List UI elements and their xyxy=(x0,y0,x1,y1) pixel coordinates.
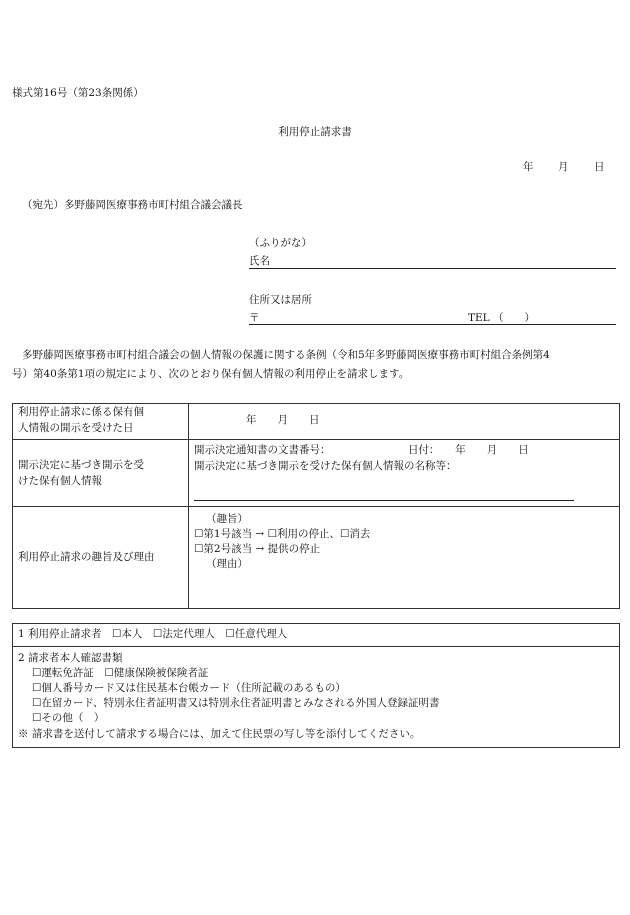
intro-line-1: 多野藤岡医療事務市町村組合議会の個人情報の保護に関する条例（令和5年多野藤岡医療事務市町村組合条例第4 xyxy=(22,349,550,361)
date-month: 月 xyxy=(558,161,569,173)
reason-label: （理由） xyxy=(206,558,248,570)
table-row-separator xyxy=(12,506,620,507)
address-field[interactable] xyxy=(249,324,616,325)
furigana-label: （ふりがな） xyxy=(249,237,312,249)
table-row-separator xyxy=(12,439,620,440)
disclosure-date-field[interactable]: 年 月 日 xyxy=(246,414,320,426)
row1-label-line1: 利用停止請求に係る保有個 xyxy=(18,406,144,418)
name-label: 氏名 xyxy=(249,255,270,267)
form-number: 様式第16号（第23条関係） xyxy=(12,87,144,99)
purpose-option-1[interactable]: ☐第1号該当 → ☐利用の停止、☐消去 xyxy=(194,528,371,540)
address-label: 住所又は居所 xyxy=(249,294,312,306)
requester-line[interactable]: 1 利用停止請求者 ☐本人 ☐法定代理人 ☐任意代理人 xyxy=(18,628,288,640)
row1-label-line2: 人情報の開示を受けた日 xyxy=(18,422,134,434)
id-docs-title: 2 請求者本人確認書類 xyxy=(18,652,123,664)
doc-number-label: 開示決定通知書の文書番号： xyxy=(194,444,331,456)
id-doc-option-1[interactable]: ☐運転免許証 ☐健康保険被保険者証 xyxy=(32,667,209,679)
row2-label-line1: 開示決定に基づき開示を受 xyxy=(18,459,144,471)
addressee: （宛先）多野藤岡医療事務市町村組合議会議長 xyxy=(22,199,243,211)
page-title: 利用停止請求書 xyxy=(278,126,352,138)
postal-mark: 〒 xyxy=(249,312,260,324)
row2-label-line2: けた保有個人情報 xyxy=(18,475,102,487)
info-name-label: 開示決定に基づき開示を受けた保有個人情報の名称等： xyxy=(194,460,457,472)
id-doc-option-3[interactable]: ☐在留カード、特別永住者証明書又は特別永住者証明書とみなされる外国人登録証明書 xyxy=(32,697,440,709)
notice-date-label: 日付： 年 月 日 xyxy=(408,444,529,456)
id-doc-option-2[interactable]: ☐個人番号カード又は住民基本台帳カード（住所記載のあるもの） xyxy=(32,682,346,694)
box-separator xyxy=(12,646,620,647)
row3-label: 利用停止請求の趣旨及び理由 xyxy=(18,551,155,563)
purpose-label: （趣旨） xyxy=(206,513,248,525)
intro-line-2: 号）第40条第1項の規定により、次のとおり保有個人情報の利用停止を請求します。 xyxy=(12,368,410,380)
info-name-field[interactable] xyxy=(194,500,574,501)
date-day: 日 xyxy=(594,161,605,173)
name-field[interactable] xyxy=(249,268,616,269)
note: ※ 請求書を送付して請求する場合には、加えて住民票の写し等を添付してください。 xyxy=(18,728,421,740)
purpose-option-2[interactable]: ☐第2号該当 → 提供の停止 xyxy=(194,543,321,555)
id-doc-option-4[interactable]: ☐その他（ ） xyxy=(32,712,105,724)
tel-label: TEL （ ） xyxy=(468,312,535,324)
date-year: 年 xyxy=(523,161,534,173)
